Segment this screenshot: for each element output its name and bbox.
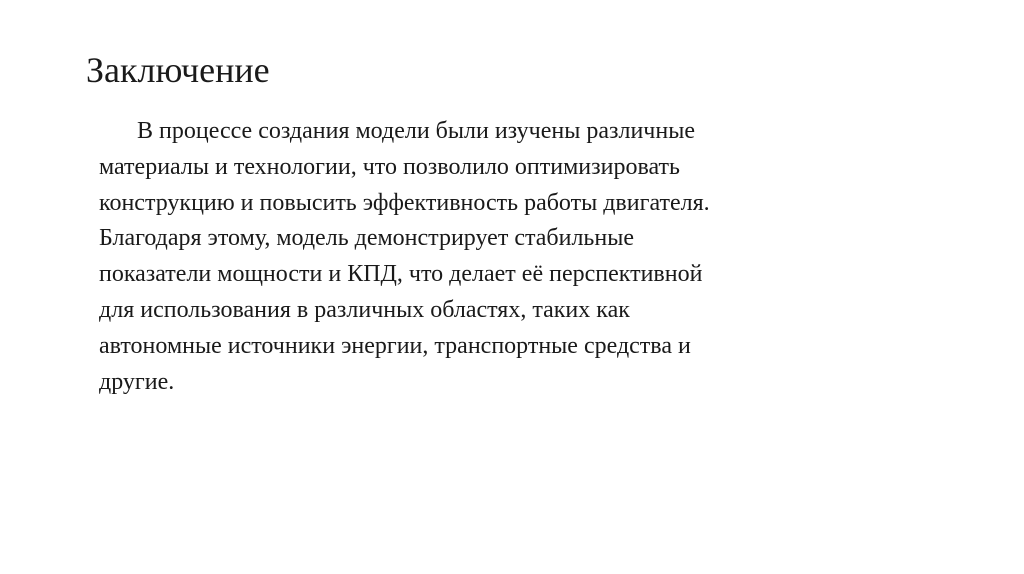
body-line: Благодаря этому, модель демонстрирует стабильные — [99, 225, 634, 252]
slide-title: Заключение — [86, 50, 270, 90]
body-line: конструкцию и повысить эффективность работы двигателя. — [99, 189, 710, 216]
body-line: показатели мощности и КПД, что делает её перспективной — [99, 261, 703, 288]
body-line: для использования в различных областях, таких как — [99, 296, 630, 323]
body-line: В процессе создания модели были изучены различные — [137, 118, 695, 144]
body-line: автономные источники энергии, транспортные средства и — [99, 332, 691, 359]
body-line: материалы и технологии, что позволило оптимизировать — [99, 153, 680, 180]
body-line: другие. — [99, 368, 175, 395]
slide-body-paragraph — [99, 114, 899, 400]
